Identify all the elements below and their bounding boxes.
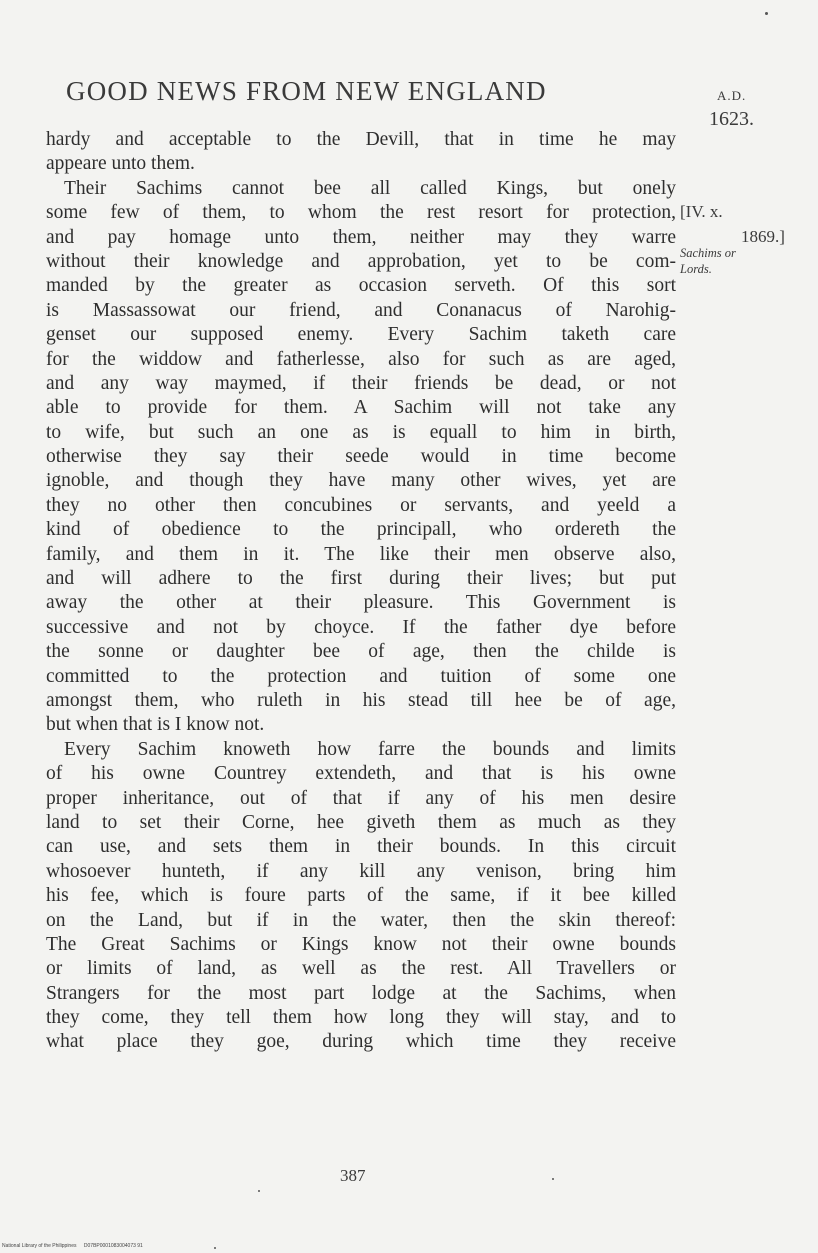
text-line: the sonne or daughter bee of age, then the childe is [46,641,676,663]
text-line: and any way maymed, if their friends be dead, or not [46,372,676,394]
text-line: appeare unto them. [46,153,195,175]
text-line: for the widdow and fatherlesse, also for such as are aged, [46,348,676,370]
text-line: ignoble, and though they have many other wives, yet are [46,470,676,492]
text-line: what place they goe, during which time they receive [46,1031,676,1053]
text-line: amongst them, who ruleth in his stead till hee be of age, [46,689,676,711]
text-line: some few of them, to whom the rest resort for protection, [46,202,676,224]
body-text [46,128,676,1055]
margin-note-line1: Sachims or [680,246,736,260]
text-line: Strangers for the most part lodge at the Sachims, when [46,982,676,1004]
text-line: otherwise they say their seede would in time become [46,446,676,468]
margin-note [680,245,736,277]
text-line: Their Sachims cannot bee all called Kings, but onely [64,177,676,199]
text-line: Every Sachim knoweth how farre the bounds and limits [64,738,676,760]
text-line: to wife, but such an one as is equall to him in birth, [46,421,676,443]
text-line: without their knowledge and approbation, yet to be com- [46,250,676,272]
text-line: and will adhere to the first during their lives; but put [46,568,676,590]
scan-speck [258,1190,260,1192]
year-era-label: A.D. [717,88,747,103]
text-line: hardy and acceptable to the Devill, that in time he may [46,129,676,150]
year-label: 1623. [709,108,754,130]
text-line: family, and them in it. The like their men observe also, [46,543,676,565]
margin-reference-line1: [IV. x. [680,202,723,221]
text-line: manded by the greater as occasion serveth. Of this sort [46,275,676,297]
text-line: is Massassowat our friend, and Conanacus of Narohig- [46,299,676,321]
scan-speck [765,12,768,15]
text-line: and pay homage unto them, neither may they warre [46,226,676,248]
text-line: proper inheritance, out of that if any of his men desire [46,787,676,809]
text-line: but when that is I know not. [46,714,265,736]
text-line: his fee, which is foure parts of the same, if it bee killed [46,885,676,907]
text-line: can use, and sets them in their bounds. In this circuit [46,836,676,858]
footer-code: D07BP0001083004073 91 [83,1243,143,1249]
running-head-title: GOOD NEWS FROM NEW ENGLAND [66,76,547,106]
text-line: able to provide for them. A Sachim will not take any [46,397,676,419]
text-line: The Great Sachims or Kings know not their owne bounds [46,933,676,955]
margin-reference-line2: 1869.] [741,227,785,246]
text-line: whosoever hunteth, if any kill any venison, bring him [46,860,676,882]
text-line: committed to the protection and tuition of some one [46,665,676,687]
scan-footer [2,1243,149,1249]
text-line: genset our supposed enemy. Every Sachim taketh care [46,324,676,346]
text-line: they come, they tell them how long they will stay, and to [46,1007,676,1029]
text-line: of his owne Countrey extendeth, and that is his owne [46,763,676,785]
page-number: 387 [340,1166,366,1185]
footer-library: National Library of the Philippines [2,1243,77,1249]
scan-speck [214,1247,216,1249]
margin-note-line2: Lords. [680,262,712,276]
text-line: or limits of land, as well as the rest. All Travellers or [46,958,676,980]
text-line: land to set their Corne, hee giveth them as much as they [46,811,676,833]
scan-speck [552,1178,554,1180]
text-line: successive and not by choyce. If the father dye before [46,616,676,638]
text-line: they no other then concubines or servants, and yeeld a [46,494,676,516]
text-line: kind of obedience to the principall, who ordereth the [46,519,676,541]
text-line: away the other at their pleasure. This Government is [46,592,676,614]
text-line: on the Land, but if in the water, then the skin thereof: [46,909,676,931]
